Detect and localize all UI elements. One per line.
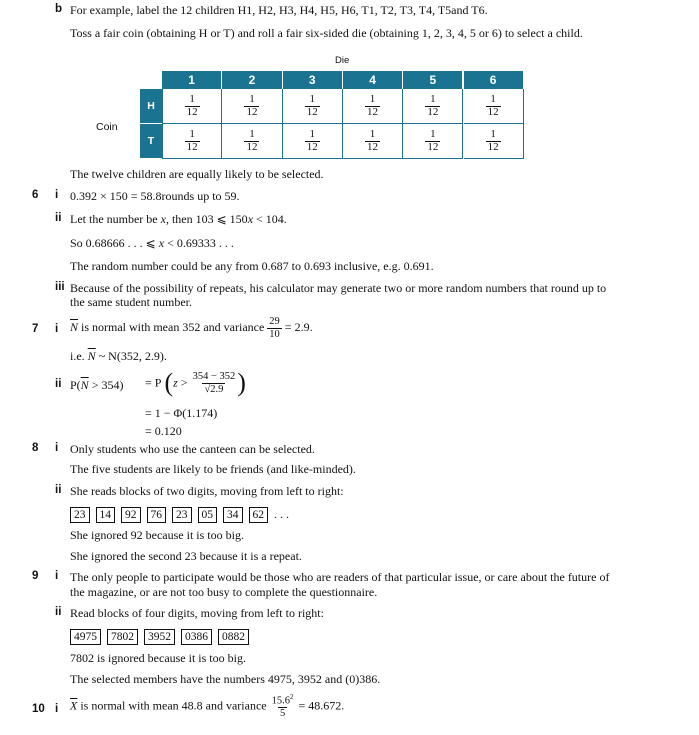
random-number-box: 92 [121,507,141,523]
q7-ii-lhs: $P(\overline{N} > 354)$ [70,378,124,392]
q10-i-label: i [55,703,59,715]
q6-iii-line2: the same student number. [70,295,192,309]
q6-ii-line3: The random number could be any from 0.687 to 0.693 inclusive, e.g. 0.691. [70,259,434,273]
probability-cell: 1 12 [162,124,222,159]
part-b-line1: For example, label the 12 children H1, H2, H3, H4, H5, H6, T1, T2, T3, T4, T5and T6. [70,3,488,17]
q6-ii-label: ii [55,212,62,224]
probability-cell: 1 12 [162,89,222,124]
q9-i-line2: the magazine, or are not too busy to complete the questionnaire. [70,585,378,599]
q7-i-label: i [55,323,59,335]
q6-ii-line2: So 0.68666 . . . ⩽ x < 0.69333 . . . [70,236,234,250]
random-number-box: 76 [147,507,167,523]
q10-i-line1: $\overline{X}$ is normal with mean 48.8 and variance $\frac{15.6^2}{5}$ = 48.672. [70,693,345,720]
q6-i-label: i [55,189,59,201]
q7-number: 7 [32,323,39,335]
q9-number-boxes [70,629,255,645]
q7-i-line2: i.e. $\overline{N}$ ~ N(352, 2.9). [70,349,167,363]
probability-cell: 1 12 [464,124,524,159]
q8-i-line1: Only students who use the canteen can be selected. [70,442,315,456]
random-number-box: 14 [96,507,116,523]
random-number-box: 4975 [70,629,101,645]
q8-ii-line3: She ignored the second 23 because it is a repeat. [70,549,302,563]
die-column-header: 1 [162,71,222,89]
probability-cell: 1 12 [343,124,403,159]
q6-iii-label: iii [55,281,65,293]
q8-i-label: i [55,442,59,454]
q9-ii-label: ii [55,606,62,618]
part-b-label: b [55,3,63,15]
probability-cell: 1 12 [283,89,343,124]
random-number-box: 23 [70,507,90,523]
q6-iii-line1: Because of the possibility of repeats, his calculator may generate two or more random numbers that round up to [70,281,607,295]
coin-row-header: T [140,124,162,159]
q9-number: 9 [32,570,39,582]
random-number-box: 34 [223,507,243,523]
q7-ii-eq1: = P (z > $\frac{354 - 352}{√2.9}$ ) [145,368,246,397]
random-number-box: 05 [198,507,218,523]
q6-number: 6 [32,189,39,201]
q9-i-label: i [55,570,59,582]
q9-ii-line3: The selected members have the numbers 4975, 3952 and (0)386. [70,672,381,686]
random-number-box: 0882 [218,629,249,645]
die-column-header: 5 [403,71,463,89]
coin-row-header: H [140,89,162,124]
part-b-conclusion: The twelve children are equally likely to be selected. [70,167,324,181]
q9-i-line1: The only people to participate would be those who are readers of that particular issue, or care about the future of [70,570,610,584]
q10-number: 10 [32,703,45,715]
random-number-box: 7802 [107,629,138,645]
random-number-box: 62 [249,507,269,523]
die-column-header: 6 [464,71,524,89]
die-column-header: 3 [283,71,343,89]
q8-ii-line1: She reads blocks of two digits, moving from left to right: [70,484,344,498]
q9-ii-line1: Read blocks of four digits, moving from left to right: [70,606,324,620]
q6-ii-line1: Let the number be x, then 103 ⩽ 150x < 104. [70,212,287,226]
ellipsis: . . . [274,507,289,521]
random-number-box: 3952 [144,629,175,645]
probability-cell: 1 12 [343,89,403,124]
probability-cell: 1 12 [403,89,463,124]
q7-ii-eq2: = 1 − Φ(1.174) [145,406,218,420]
probability-cell: 1 12 [283,124,343,159]
q8-number-boxes [70,507,289,523]
probability-cell: 1 12 [403,124,463,159]
die-column-header: 4 [343,71,403,89]
coin-label: Coin [96,121,118,133]
die-label: Die [335,55,350,66]
q7-ii-label: ii [55,378,62,390]
probability-cell: 1 12 [222,124,282,159]
random-number-box: 0386 [181,629,212,645]
q8-i-line2: The five students are likely to be friends (and like-minded). [70,462,356,476]
probability-cell: 1 12 [464,89,524,124]
die-column-header: 2 [222,71,282,89]
q8-ii-label: ii [55,484,62,496]
q9-ii-line2: 7802 is ignored because it is too big. [70,651,246,665]
part-b-line2: Toss a fair coin (obtaining H or T) and roll a fair six-sided die (obtaining 1, 2, 3, 4, 5 or 6) to select a child. [70,26,583,40]
probability-cell: 1 12 [222,89,282,124]
q8-ii-line2: She ignored 92 because it is too big. [70,528,244,542]
q7-ii-eq3: = 0.120 [145,424,182,438]
q7-i-line1: $\overline{N}$ is normal with mean 352 and variance $\frac{29}{10}$ = 2.9. [70,316,313,340]
q6-i-text: 0.392 × 150 = 58.8rounds up to 59. [70,189,240,203]
random-number-box: 23 [172,507,192,523]
q8-number: 8 [32,442,39,454]
